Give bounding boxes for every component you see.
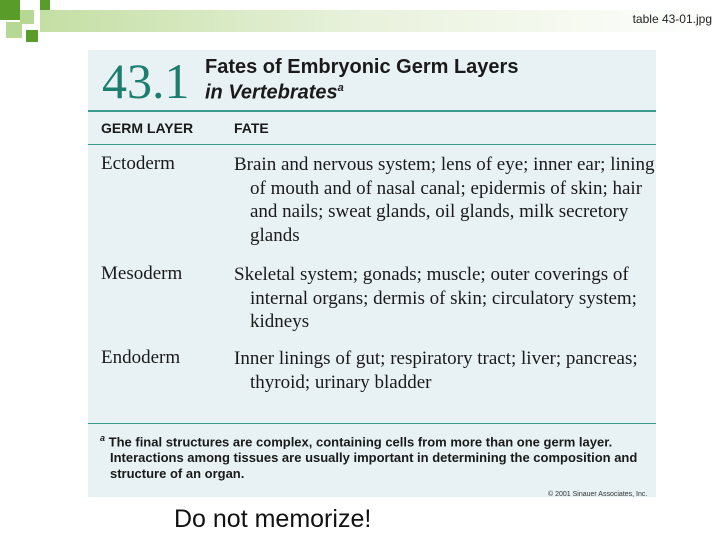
template-square-4 — [26, 30, 38, 42]
image-filename-label: table 43-01.jpg — [632, 12, 712, 26]
table-title — [205, 57, 605, 104]
column-header-germ-layer: GERM LAYER — [101, 120, 194, 136]
column-header-fate: FATE — [234, 120, 269, 136]
germ-layer-name: Mesoderm — [101, 263, 183, 284]
footnote-divider — [88, 423, 656, 424]
slide-note: Do not memorize! — [174, 505, 372, 533]
template-top-bar — [40, 10, 720, 32]
germ-layer-fate: Inner linings of gut; respiratory tract; liver; pancreas; thyroid; urinary bladder — [234, 348, 638, 393]
table-header-row — [88, 112, 656, 145]
template-square-1 — [0, 0, 20, 20]
footnote-mark: a — [100, 433, 106, 443]
table-title-line2: in Vertebrates — [205, 81, 338, 104]
germ-layer-name: Endoderm — [101, 347, 181, 368]
germ-layer-name: Ectoderm — [101, 153, 175, 174]
template-square-2 — [20, 10, 34, 24]
germ-layer-fate: Skeletal system; gonads; muscle; outer coverings of internal organs; dermis of skin; circulatory system; kidneys — [234, 264, 637, 332]
template-square-5 — [40, 0, 50, 10]
title-footnote-mark: a — [337, 82, 344, 94]
template-square-3 — [6, 22, 22, 38]
germ-layer-table — [88, 50, 656, 497]
footnote-text: The final structures are complex, containing cells from more than one germ layer. Interactions among tissues are usually important in determining the composition and structure of an organ. — [108, 434, 638, 482]
copyright-notice: © 2001 Sinauer Associates, Inc. — [548, 491, 648, 498]
table-number: 43.1 — [102, 53, 190, 109]
table-title-band — [88, 50, 656, 112]
table-footnote — [100, 430, 658, 482]
germ-layer-fate: Brain and nervous system; lens of eye; inner ear; lining of mouth and of nasal canal; epidermis of skin; hair and nails; sweat glands, oil glands, milk secretory glands — [234, 154, 655, 246]
table-title-line1: Fates of Embryonic Germ Layers — [205, 56, 519, 78]
